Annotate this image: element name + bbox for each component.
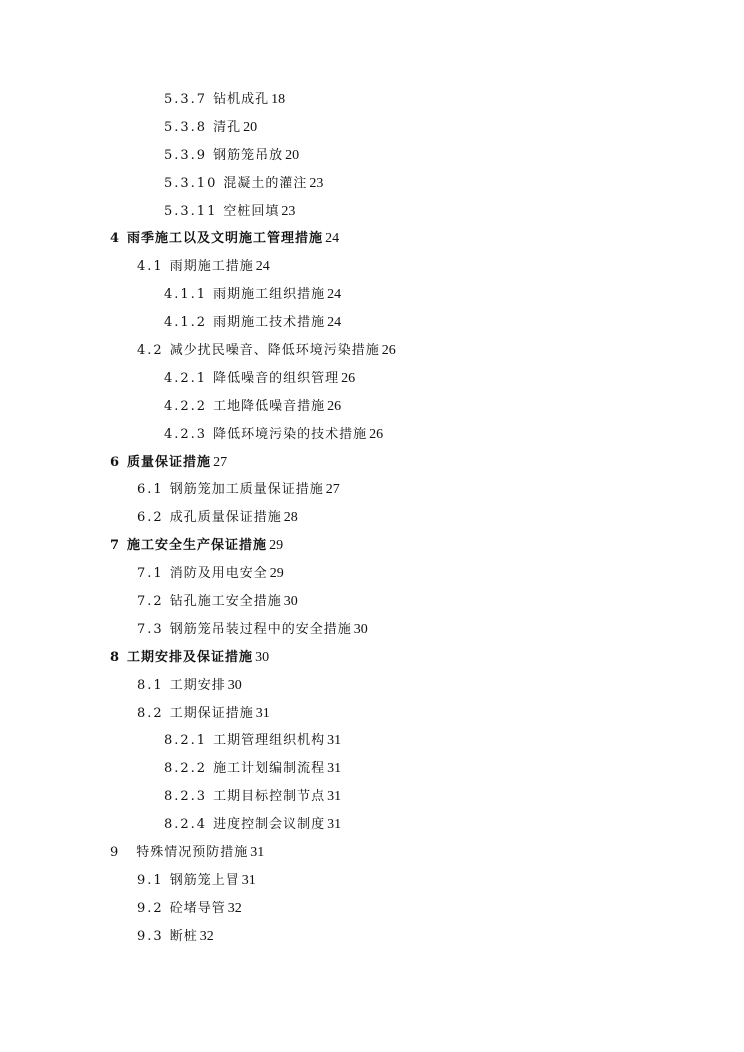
toc-entry-title: 质量保证措施 [127, 454, 212, 470]
toc-entry-number: 7.3 [137, 621, 164, 637]
toc-entry[interactable] [0, 672, 744, 700]
toc-entry-page-number: 31 [250, 845, 265, 861]
toc-entry-page-number: 29 [269, 538, 284, 554]
toc-entry-number: 8.1 [137, 677, 164, 693]
toc-entry[interactable] [0, 700, 744, 728]
toc-entry-number: 8.2.4 [164, 817, 208, 833]
toc-entry-number: 4 [110, 231, 120, 247]
toc-entry-title: 工期安排及保证措施 [127, 649, 254, 665]
toc-entry-page-number: 23 [281, 203, 296, 219]
toc-entry-page-number: 26 [341, 370, 356, 386]
toc-entry[interactable] [0, 86, 744, 114]
toc-entry-page-number: 30 [353, 621, 368, 637]
toc-entry-page-number: 31 [241, 872, 256, 888]
toc-entry-title: 砼堵导管 [169, 900, 226, 916]
toc-entry-title: 雨期施工措施 [169, 259, 254, 275]
toc-entry-page-number: 27 [325, 482, 340, 498]
toc-entry-number: 8.2.3 [164, 789, 208, 805]
toc-entry-page-number: 24 [255, 259, 270, 275]
toc-entry-number: 4.1.1 [164, 287, 208, 303]
toc-entry-number: 7.2 [137, 594, 164, 610]
toc-entry-title: 钢筋笼上冒 [169, 872, 240, 888]
toc-entry-page-number: 28 [283, 510, 298, 526]
toc-entry[interactable] [0, 170, 744, 198]
toc-entry-number: 9.3 [137, 928, 164, 944]
toc-entry[interactable] [0, 421, 744, 449]
toc-entry-title: 降低环境污染的技术措施 [213, 426, 368, 442]
toc-entry-title: 特殊情况预防措施 [136, 845, 249, 861]
toc-entry-page-number: 27 [213, 454, 228, 470]
toc-entry[interactable] [0, 867, 744, 895]
toc-entry-number: 7 [110, 538, 120, 554]
toc-entry-number: 9.2 [137, 900, 164, 916]
toc-entry-title: 进度控制会议制度 [213, 817, 326, 833]
toc-entry-title: 施工计划编制流程 [213, 761, 326, 777]
toc-entry[interactable] [0, 309, 744, 337]
toc-entry-page-number: 24 [327, 287, 342, 303]
toc-entry-title: 成孔质量保证措施 [169, 510, 282, 526]
toc-entry-page-number: 31 [255, 705, 270, 721]
toc-entry-title: 施工安全生产保证措施 [127, 538, 268, 554]
toc-entry-page-number: 31 [327, 761, 342, 777]
toc-entry-number: 6.1 [137, 482, 164, 498]
toc-entry[interactable] [0, 504, 744, 532]
toc-entry-number: 6 [110, 454, 120, 470]
toc-entry-page-number: 31 [327, 817, 342, 833]
toc-entry[interactable] [0, 839, 744, 867]
toc-entry-title: 混凝土的灌注 [223, 175, 308, 191]
toc-entry-page-number: 18 [271, 92, 286, 107]
toc-entry-page-number: 32 [227, 900, 242, 916]
toc-entry-number: 5.3.8 [164, 119, 208, 135]
toc-entry-number: 4.2.2 [164, 398, 208, 414]
toc-entry-page-number: 32 [199, 928, 214, 944]
toc-entry-number: 5.3.11 [164, 203, 218, 219]
toc-entry[interactable] [0, 365, 744, 393]
toc-entry-page-number: 24 [325, 231, 340, 247]
toc-entry[interactable] [0, 114, 744, 142]
toc-entry[interactable] [0, 727, 744, 755]
toc-entry-page-number: 23 [309, 175, 324, 191]
toc-entry[interactable] [0, 560, 744, 588]
toc-entry[interactable] [0, 923, 744, 951]
toc-entry[interactable] [0, 476, 744, 504]
toc-entry-number: 6.2 [137, 510, 164, 526]
toc-entry-number: 4.2.1 [164, 370, 208, 386]
toc-entry-title: 钢筋笼加工质量保证措施 [169, 482, 324, 498]
toc-entry-title: 空桩回填 [223, 203, 280, 219]
toc-entry-number: 5.3.9 [164, 147, 208, 163]
toc-entry[interactable] [0, 895, 744, 923]
toc-entry[interactable] [0, 198, 744, 226]
toc-entry-title: 工期管理组织机构 [213, 733, 326, 749]
toc-entry-title: 工期保证措施 [169, 705, 254, 721]
toc-entry-title: 雨期施工技术措施 [213, 315, 326, 331]
toc-entry[interactable] [0, 783, 744, 811]
toc-entry-number: 5.3.10 [164, 175, 218, 191]
toc-entry[interactable] [0, 337, 744, 365]
toc-entry-title: 工期安排 [169, 677, 226, 693]
toc-entry-number: 8.2.2 [164, 761, 208, 777]
toc-entry-number: 8.2 [137, 705, 164, 721]
toc-entry-title: 断桩 [169, 928, 198, 944]
toc-entry-title: 钻机成孔 [213, 92, 270, 107]
toc-entry[interactable] [0, 755, 744, 783]
toc-entry[interactable] [0, 449, 744, 477]
table-of-contents [0, 86, 744, 951]
toc-entry[interactable] [0, 142, 744, 170]
toc-entry-page-number: 20 [243, 119, 258, 135]
toc-entry-title: 减少扰民噪音、降低环境污染措施 [169, 343, 380, 359]
toc-entry-number: 4.1 [137, 259, 164, 275]
toc-entry-page-number: 30 [283, 594, 298, 610]
toc-entry[interactable] [0, 253, 744, 281]
toc-entry-title: 降低噪音的组织管理 [213, 370, 340, 386]
toc-entry[interactable] [0, 281, 744, 309]
toc-entry-title: 清孔 [213, 119, 242, 135]
toc-entry-page-number: 26 [327, 398, 342, 414]
toc-entry-number: 8.2.1 [164, 733, 208, 749]
toc-entry-title: 钢筋笼吊放 [213, 147, 284, 163]
toc-entry[interactable] [0, 644, 744, 672]
toc-entry[interactable] [0, 811, 744, 839]
toc-entry[interactable] [0, 588, 744, 616]
toc-entry-number: 4.2.3 [164, 426, 208, 442]
toc-entry-number: 5.3.7 [164, 92, 208, 107]
toc-entry-page-number: 26 [369, 426, 384, 442]
toc-entry-page-number: 31 [327, 733, 342, 749]
toc-entry-title: 钻孔施工安全措施 [169, 594, 282, 610]
toc-entry-title: 雨期施工组织措施 [213, 287, 326, 303]
toc-entry-page-number: 26 [381, 343, 396, 359]
toc-entry[interactable] [0, 393, 744, 421]
toc-entry-page-number: 31 [327, 789, 342, 805]
toc-entry-title: 消防及用电安全 [169, 566, 268, 582]
toc-entry-page-number: 20 [285, 147, 300, 163]
toc-entry[interactable] [0, 225, 744, 253]
toc-entry-title: 工期目标控制节点 [213, 789, 326, 805]
toc-entry-number: 4.2 [137, 343, 164, 359]
toc-entry-number: 7.1 [137, 566, 164, 582]
toc-entry[interactable] [0, 532, 744, 560]
toc-entry-number: 4.1.2 [164, 315, 208, 331]
toc-entry-number: 9 [110, 845, 119, 861]
toc-entry-number: 9.1 [137, 872, 164, 888]
toc-entry-title: 钢筋笼吊装过程中的安全措施 [169, 621, 352, 637]
toc-entry-page-number: 30 [227, 677, 242, 693]
toc-entry-title: 工地降低噪音措施 [213, 398, 326, 414]
toc-entry-page-number: 30 [255, 649, 270, 665]
toc-entry-page-number: 24 [327, 315, 342, 331]
toc-entry-title: 雨季施工以及文明施工管理措施 [127, 231, 324, 247]
toc-entry-number: 8 [110, 649, 120, 665]
toc-entry-page-number: 29 [269, 566, 284, 582]
toc-entry[interactable] [0, 616, 744, 644]
